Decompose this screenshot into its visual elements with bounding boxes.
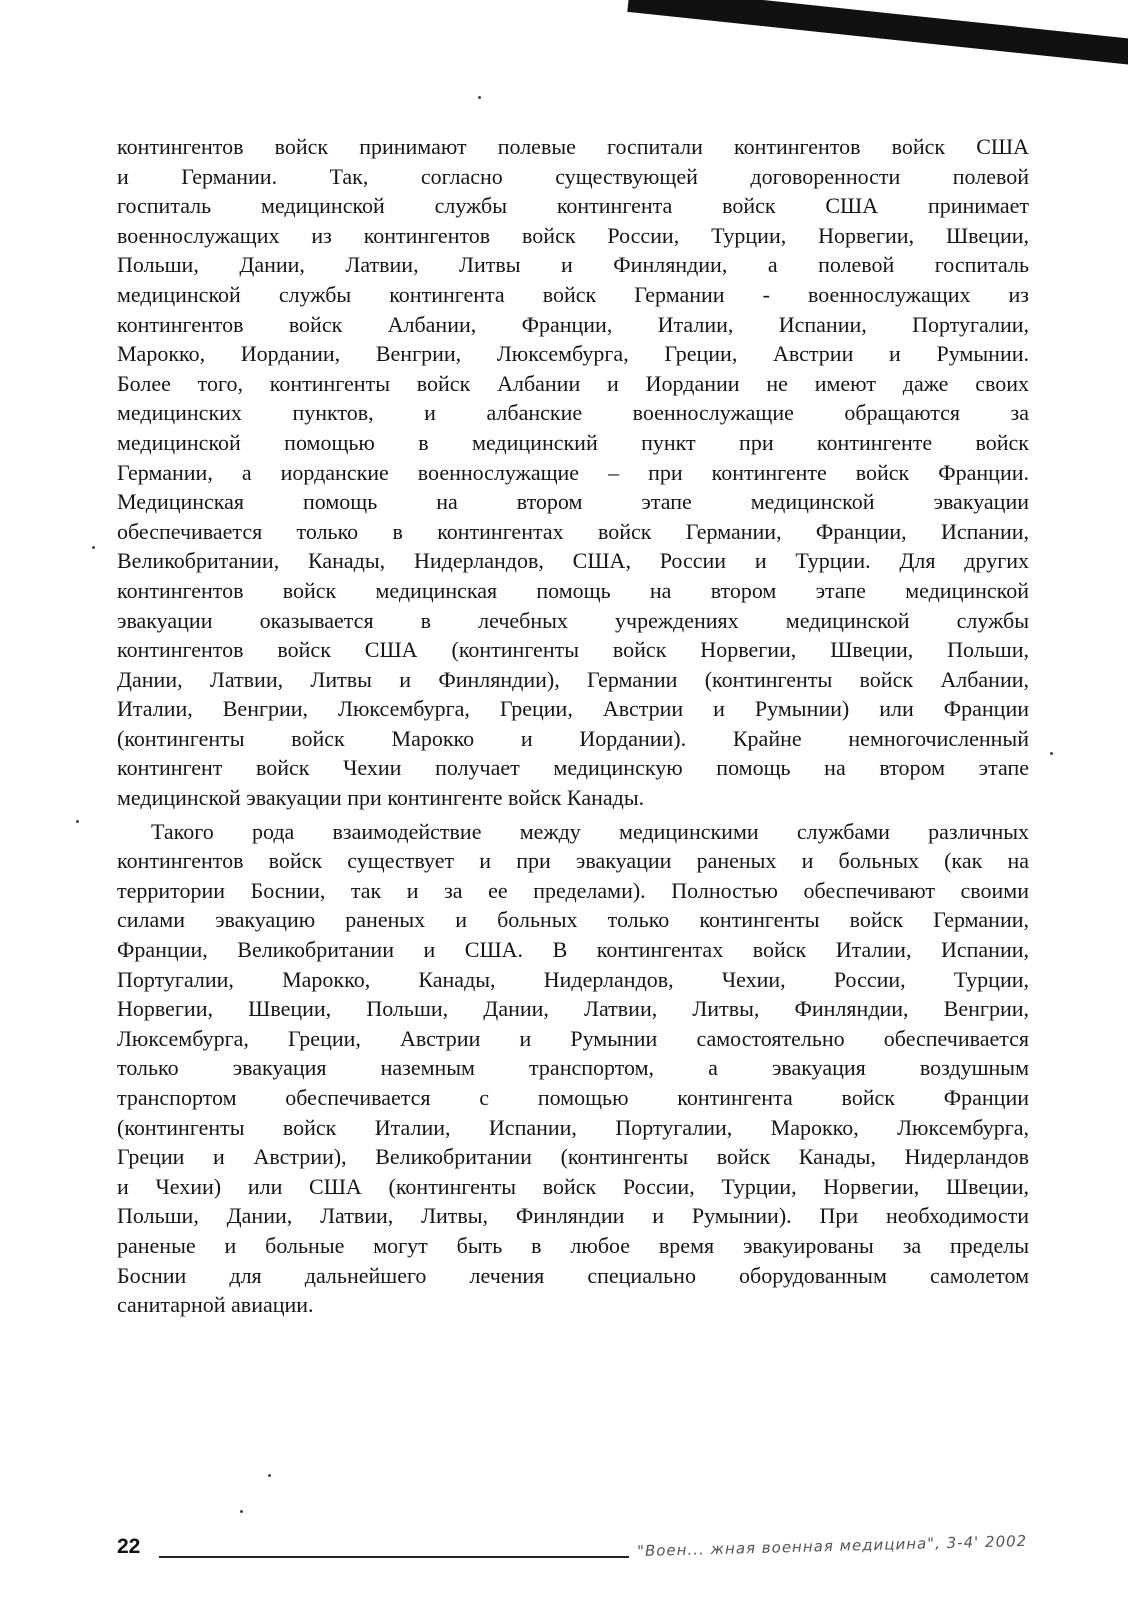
text-line: Польши, Дании, Латвии, Литвы, Финляндии и Румынии). При необходимости (117, 1203, 1029, 1229)
text-line: Марокко, Иордании, Венгрии, Люксембурга, Греции, Австрии и Румынии. (117, 341, 1029, 367)
text-line: Франции, Великобритании и США. В контингентах войск Италии, Испании, (117, 937, 1029, 963)
text-line: контингент войск Чехии получает медицинскую помощь на втором этапе (117, 755, 1029, 781)
text-line: медицинской службы контингента войск Германии - военнослужащих из (117, 281, 1029, 307)
text-line: Греции и Австрии), Великобритании (контингенты войск Канады, Нидерландов (117, 1144, 1029, 1170)
text-line: военнослужащих из контингентов войск России, Турции, Норвегии, Швеции, (117, 222, 1029, 248)
text-line: Норвегии, Швеции, Польши, Дании, Латвии, Литвы, Финляндии, Венгрии, (117, 996, 1029, 1022)
text-line: Более того, контингенты войск Албании и Иордании не имеют даже своих (117, 370, 1029, 396)
text-line: силами эвакуацию раненых и больных только контингенты войск Германии, (117, 907, 1029, 933)
text-line: и Чехии) или США (контингенты войск России, Турции, Норвегии, Швеции, (117, 1173, 1029, 1199)
text-line: только эвакуация наземным транспортом, а эвакуация воздушным (117, 1055, 1029, 1081)
text-line: контингентов войск Албании, Франции, Италии, Испании, Португалии, (117, 311, 1029, 337)
paragraph-2 (117, 817, 1029, 1320)
text-line: территории Боснии, так и за ее пределами). Полностью обеспечивают своими (117, 877, 1029, 903)
text-line: (контингенты войск Марокко и Иордании). Крайне немногочисленный (117, 725, 1029, 751)
text-line: Италии, Венгрии, Люксембурга, Греции, Австрии и Румынии) или Франции (117, 696, 1029, 722)
text-line: медицинских пунктов, и албанские военнослужащие обращаются за (117, 400, 1029, 426)
page-number: 22 (117, 1535, 141, 1558)
text-line: обеспечивается только в контингентах войск Германии, Франции, Испании, (117, 518, 1029, 544)
scan-speck (92, 546, 95, 549)
text-line: контингентов войск существует и при эвакуации раненых и больных (как на (117, 848, 1029, 874)
text-line: (контингенты войск Италии, Испании, Португалии, Марокко, Люксембурга, (117, 1114, 1029, 1140)
scan-speck (268, 1474, 271, 1477)
text-line: эвакуации оказывается в лечебных учреждениях медицинской службы (117, 607, 1029, 633)
text-line: госпиталь медицинской службы контингента войск США принимает (117, 193, 1029, 219)
text-line: Такого рода взаимодействие между медицинскими службами различных (151, 818, 1029, 844)
text-line: Германии, а иорданские военнослужащие – при контингенте войск Франции. (117, 459, 1029, 485)
paragraph-1 (117, 132, 1029, 813)
scan-edge-shadow (627, 0, 1128, 70)
scan-speck (240, 1510, 243, 1513)
text-line: раненые и больные могут быть в любое время эвакуированы за пределы (117, 1232, 1029, 1258)
text-line: медицинской эвакуации при контингенте войск Канады. (117, 785, 645, 811)
page-footer (117, 1531, 1028, 1565)
article-body (117, 132, 1029, 1320)
text-line: Медицинская помощь на втором этапе медицинской эвакуации (117, 489, 1029, 515)
text-line: контингентов войск США (контингенты войск Норвегии, Швеции, Польши, (117, 637, 1029, 663)
text-line: Боснии для дальнейшего лечения специально оборудованным самолетом (117, 1262, 1029, 1288)
text-line: санитарной авиации. (117, 1292, 314, 1318)
text-line: Люксембурга, Греции, Австрии и Румынии самостоятельно обеспечивается (117, 1025, 1029, 1051)
text-line: Великобритании, Канады, Нидерландов, США, России и Турции. Для других (117, 548, 1029, 574)
scan-speck (76, 820, 79, 823)
text-line: контингентов войск медицинская помощь на втором этапе медицинской (117, 577, 1029, 603)
text-line: медицинской помощью в медицинский пункт при контингенте войск (117, 429, 1029, 455)
text-line: и Германии. Так, согласно существующей договоренности полевой (117, 163, 1029, 189)
scan-speck (1050, 752, 1053, 755)
text-line: транспортом обеспечивается с помощью контингента войск Франции (117, 1085, 1029, 1110)
scan-speck (478, 96, 481, 99)
text-line: контингентов войск принимают полевые госпитали контингентов войск США (117, 134, 1029, 159)
text-line: Польши, Дании, Латвии, Литвы и Финляндии, а полевой госпиталь (117, 252, 1029, 278)
text-line: Португалии, Марокко, Канады, Нидерландов, Чехии, России, Турции, (117, 966, 1029, 992)
footer-rule (159, 1556, 629, 1558)
journal-reference: "Воен... жная военная медицина", 3-4' 2002 (636, 1531, 1028, 1561)
text-line: Дании, Латвии, Литвы и Финляндии), Германии (контингенты войск Албании, (117, 666, 1029, 692)
